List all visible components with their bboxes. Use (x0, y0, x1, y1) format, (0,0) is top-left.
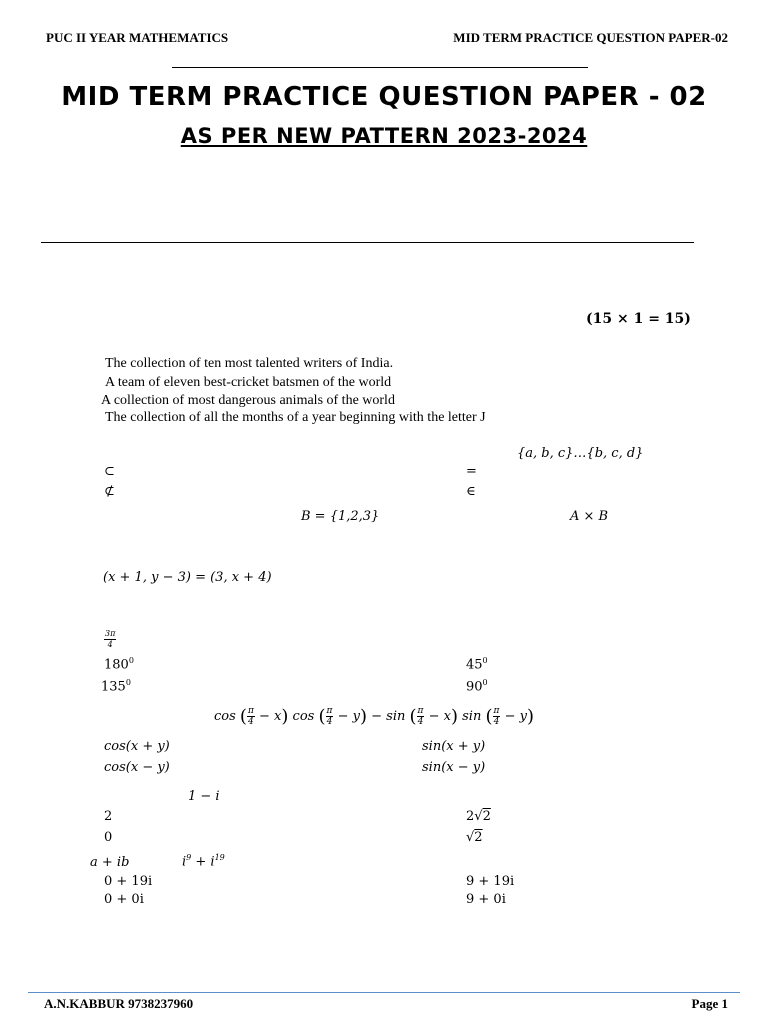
q3-set-b: B = {1,2,3} (301, 509, 380, 524)
q8-expression (182, 853, 225, 869)
q7-option-c: 0 (104, 830, 113, 845)
q1-option-d: The collection of all the months of a year beginning with the letter J (105, 410, 486, 425)
q6-four: 4 (417, 717, 424, 727)
section-divider (41, 242, 694, 243)
q1-option-a: The collection of ten most talented writers of India. (105, 356, 394, 371)
q6-cos-2: cos (292, 709, 315, 724)
q5-option-a-value: 180 (104, 657, 129, 673)
q8-option-d: 9 + 0i (466, 892, 506, 907)
degree-mark: 0 (125, 678, 131, 687)
q8-option-c: 0 + 0i (104, 892, 144, 907)
q5-option-b (466, 656, 488, 672)
q5-option-a (104, 656, 134, 672)
q7-option-d: √2 (466, 830, 483, 845)
q2-option-c: ⊄ (104, 484, 115, 499)
footer-divider (28, 992, 740, 993)
q7-option-d-radicand: 2 (474, 830, 483, 845)
q6-four: 4 (248, 717, 254, 727)
page-subtitle: AS PER NEW PATTERN 2023-2024 (180, 124, 588, 148)
q5-fraction-numerator: 3π (105, 629, 116, 638)
q2-option-d: ∈ (466, 484, 476, 499)
q6-sin-2: sin (462, 709, 482, 724)
header-right: MID TERM PRACTICE QUESTION PAPER-02 (453, 30, 728, 45)
q5-option-c (101, 678, 131, 694)
q6-pi: π (326, 706, 333, 716)
q6-four: 4 (493, 717, 500, 727)
header-divider (172, 67, 588, 68)
q6-expression: cos ( $\frac{\pi}{4}$ − x) cos ( $\frac{\pi}{4}$ − y) − sin ( $\frac{\pi}{4}$ − x) sin ( $\frac{\pi}{4}$ − y) (214, 706, 534, 727)
q6-four: 4 (326, 717, 333, 727)
q5-option-b-value: 45 (466, 657, 483, 673)
q5-option-d-value: 90 (466, 679, 483, 695)
q6-pi: π (417, 706, 424, 716)
q8-standard-form: a + ib (90, 855, 130, 870)
q6-minus-x: − x (428, 709, 451, 724)
q2-expression: {a, b, c}…{b, c, d} (517, 446, 644, 461)
q6-option-c: cos(x − y) (104, 760, 170, 775)
degree-mark: 0 (482, 656, 488, 665)
q6-option-d: sin(x − y) (422, 760, 486, 775)
q7-option-b: 2√2 (466, 809, 491, 824)
q5-fraction (104, 629, 116, 650)
marks-label: (15 × 1 = 15) (586, 311, 691, 327)
q5-fraction-denominator: 4 (107, 640, 113, 649)
q6-option-b: sin(x + y) (422, 739, 486, 754)
q6-pi: π (247, 706, 254, 716)
q6-sin-1: sin (386, 709, 406, 724)
q6-minus-y: − y (504, 709, 527, 724)
q8-exponent-2: 19 (214, 853, 225, 862)
q6-option-a: cos(x + y) (104, 739, 170, 754)
q5-option-c-value: 135 (101, 679, 126, 695)
degree-mark: 0 (482, 678, 488, 687)
degree-mark: 0 (128, 656, 134, 665)
q6-pi: π (493, 706, 500, 716)
q2-option-a: ⊂ (104, 464, 115, 479)
q7-expression: 1 − i (188, 789, 220, 804)
q5-option-d (466, 678, 488, 694)
header-left: PUC II YEAR MATHEMATICS (46, 30, 229, 45)
q6-minus-x: − x (259, 709, 282, 724)
q6-cos-1: cos (214, 709, 236, 724)
q8-option-a: 0 + 19i (104, 874, 153, 889)
q7-option-b-radicand: 2 (482, 809, 491, 824)
q3-cartesian-product: A × B (570, 509, 609, 524)
q6-minus: − (371, 709, 383, 724)
q8-i-1: i (182, 854, 187, 870)
q2-option-b: = (466, 464, 477, 479)
page-title: MID TERM PRACTICE QUESTION PAPER - 02 (61, 82, 707, 112)
footer-author: A.N.KABBUR 9738237960 (44, 996, 194, 1011)
q1-option-c: A collection of most dangerous animals of the world (101, 393, 395, 408)
q8-exponent-1: 9 (186, 853, 192, 862)
q7-option-a: 2 (104, 809, 113, 824)
q8-option-b: 9 + 19i (466, 874, 515, 889)
q6-minus-y: − y (337, 709, 360, 724)
footer-page-number: Page 1 (691, 996, 728, 1011)
q1-option-b: A team of eleven best-cricket batsmen of the world (105, 375, 392, 390)
q7-option-b-coefficient: 2 (466, 809, 475, 824)
q4-equation: (x + 1, y − 3) = (3, x + 4) (103, 570, 272, 585)
q8-plus-i: + i (195, 854, 215, 870)
